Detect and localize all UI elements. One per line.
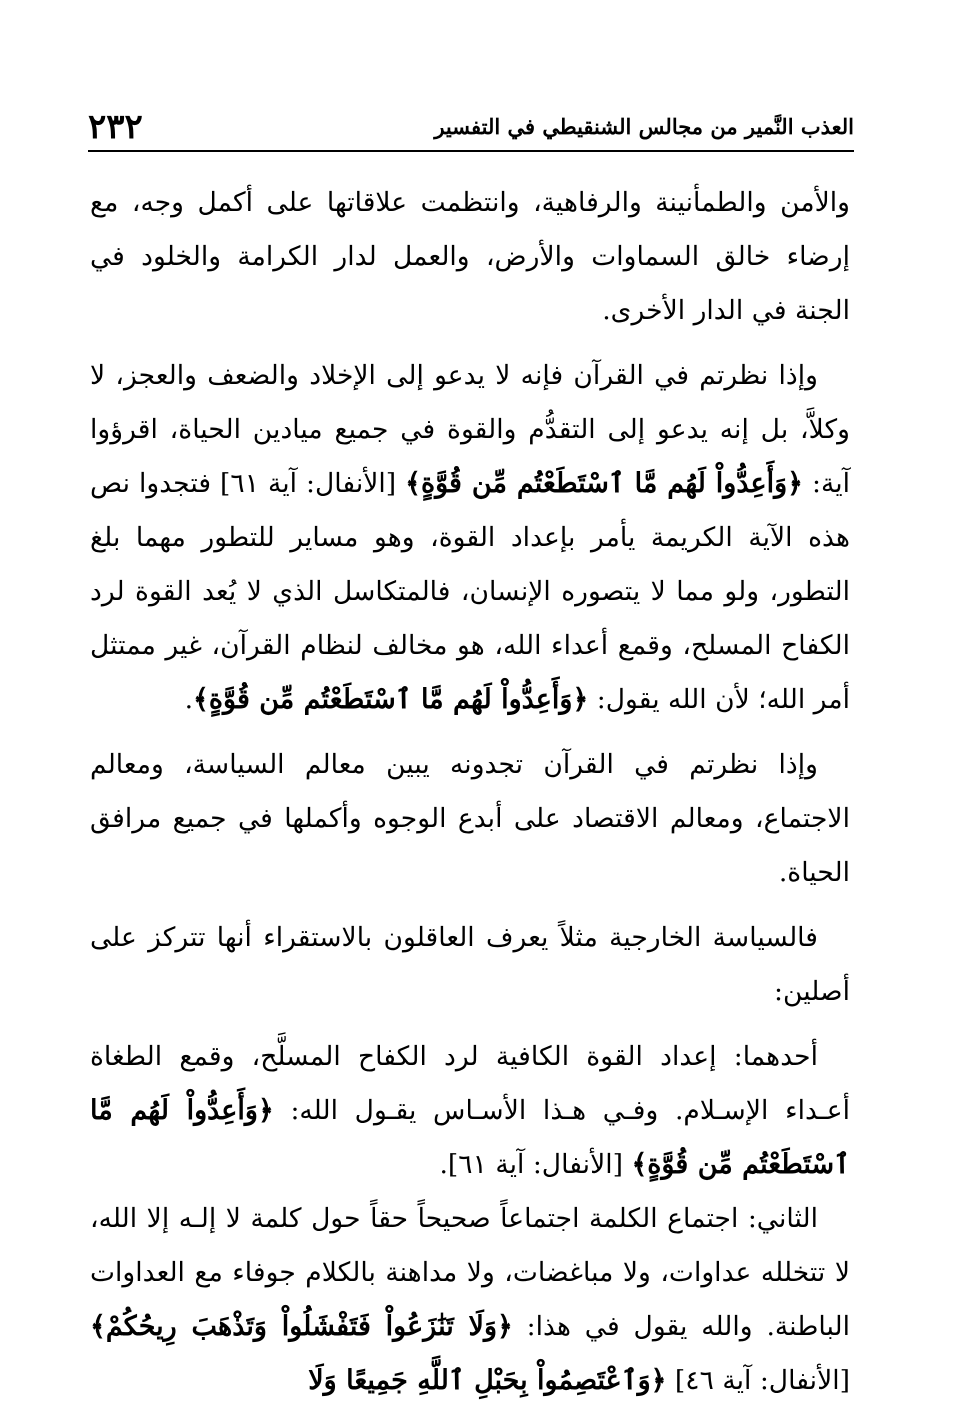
running-title: العذب النَّمير من مجالس الشنقيطي في التفسير	[434, 114, 854, 139]
page-number: ٢٣٢	[88, 107, 143, 147]
body-text	[90, 176, 850, 1408]
paragraph-5-text-a: أحدهما: إعداد القوة الكافية لرد الكفاح المسلَّح، وقمع الطغاة أعـداء الإسـلام. وفـي هـذا الأسـاس يقـول الله:	[90, 1041, 850, 1126]
paragraph-6-text-a: الثاني: اجتماع الكلمة اجتماعاً صحيحاً حقاً حول كلمة لا إلـه إلا الله، لا تتخلله عداوات، ولا مباغضات، ولا مداهنة بالكلام جوفاء مع العداوات الباطنة. والله يقول في هذا:	[90, 1203, 850, 1342]
quran-verse-1: ﴿وَأَعِدُّواْ لَهُم مَّا ٱسْتَطَعْتُم مِّن قُوَّةٍ﴾	[405, 468, 803, 499]
paragraph-1: والأمن والطمأنينة والرفاهية، وانتظمت علاقاتها على أكمل وجه، مع إرضاء خالق السماوات والأرض، والعمل لدار الكرامة والخلود في الجنة في الدار الأخرى.	[90, 187, 850, 326]
paragraph-2	[90, 349, 850, 727]
page-header	[88, 104, 854, 152]
paragraph-5	[90, 1030, 850, 1192]
quran-verse-2: ﴿وَأَعِدُّواْ لَهُم مَّا ٱسْتَطَعْتُم مِّن قُوَّةٍ﴾	[193, 684, 589, 715]
paragraph-2-text-a: وإذا نظرتم في القرآن فإنه لا يدعو إلى الإخلاد والضعف والعجز، لا وكلاَّ، بل إنه يدعو إلى التقدُّم والقوة في جميع ميادين الحياة، اقرؤوا آية:	[90, 360, 850, 499]
paragraph-3: وإذا نظرتم في القرآن تجدونه يبين معالم السياسة، ومعالم الاجتماع، ومعالم الاقتصاد على أبدع الوجوه وأكملها في جميع مرافق الحياة.	[90, 749, 850, 888]
paragraph-6-text-b: [الأنفال: آية ٤٦]	[674, 1365, 850, 1396]
paragraph-2-text-b: [الأنفال: آية ٦١] فتجدوا نص هذه الآية الكريمة يأمر بإعداد القوة، وهو مساير للتطور مهما بلغ التطور، ولو مما لا يتصوره الإنسان، فالمتكاسل الذي لا يُعد القوة لرد الكفاح المسلح، وقمع أعداء الله، هو مخالف لنظام القرآن، غير ممتثل أمر الله؛ لأن الله يقول:	[90, 468, 850, 715]
paragraph-6	[90, 1192, 850, 1408]
quran-verse-3: ﴿وَأَعِدُّواْ لَهُم مَّا ٱسْتَطَعْتُم مِّن قُوَّةٍ﴾	[90, 1095, 850, 1180]
quran-verse-4: ﴿وَلَا تَنَٰزَعُواْ فَتَفْشَلُواْ وَتَذْهَبَ رِيحُكُمْ﴾	[90, 1311, 513, 1342]
paragraph-4: فالسياسة الخارجية مثلاً يعرف العاقلون بالاستقراء أنها تتركز على أصلين:	[90, 922, 850, 1007]
paragraph-2-text-c: .	[184, 684, 194, 715]
quran-verse-5: ﴿وَٱعْتَصِمُواْ بِحَبْلِ ٱللَّهِ جَمِيعًا وَلَا	[308, 1365, 667, 1396]
paragraph-5-text-b: [الأنفال: آية ٦١].	[439, 1149, 623, 1180]
